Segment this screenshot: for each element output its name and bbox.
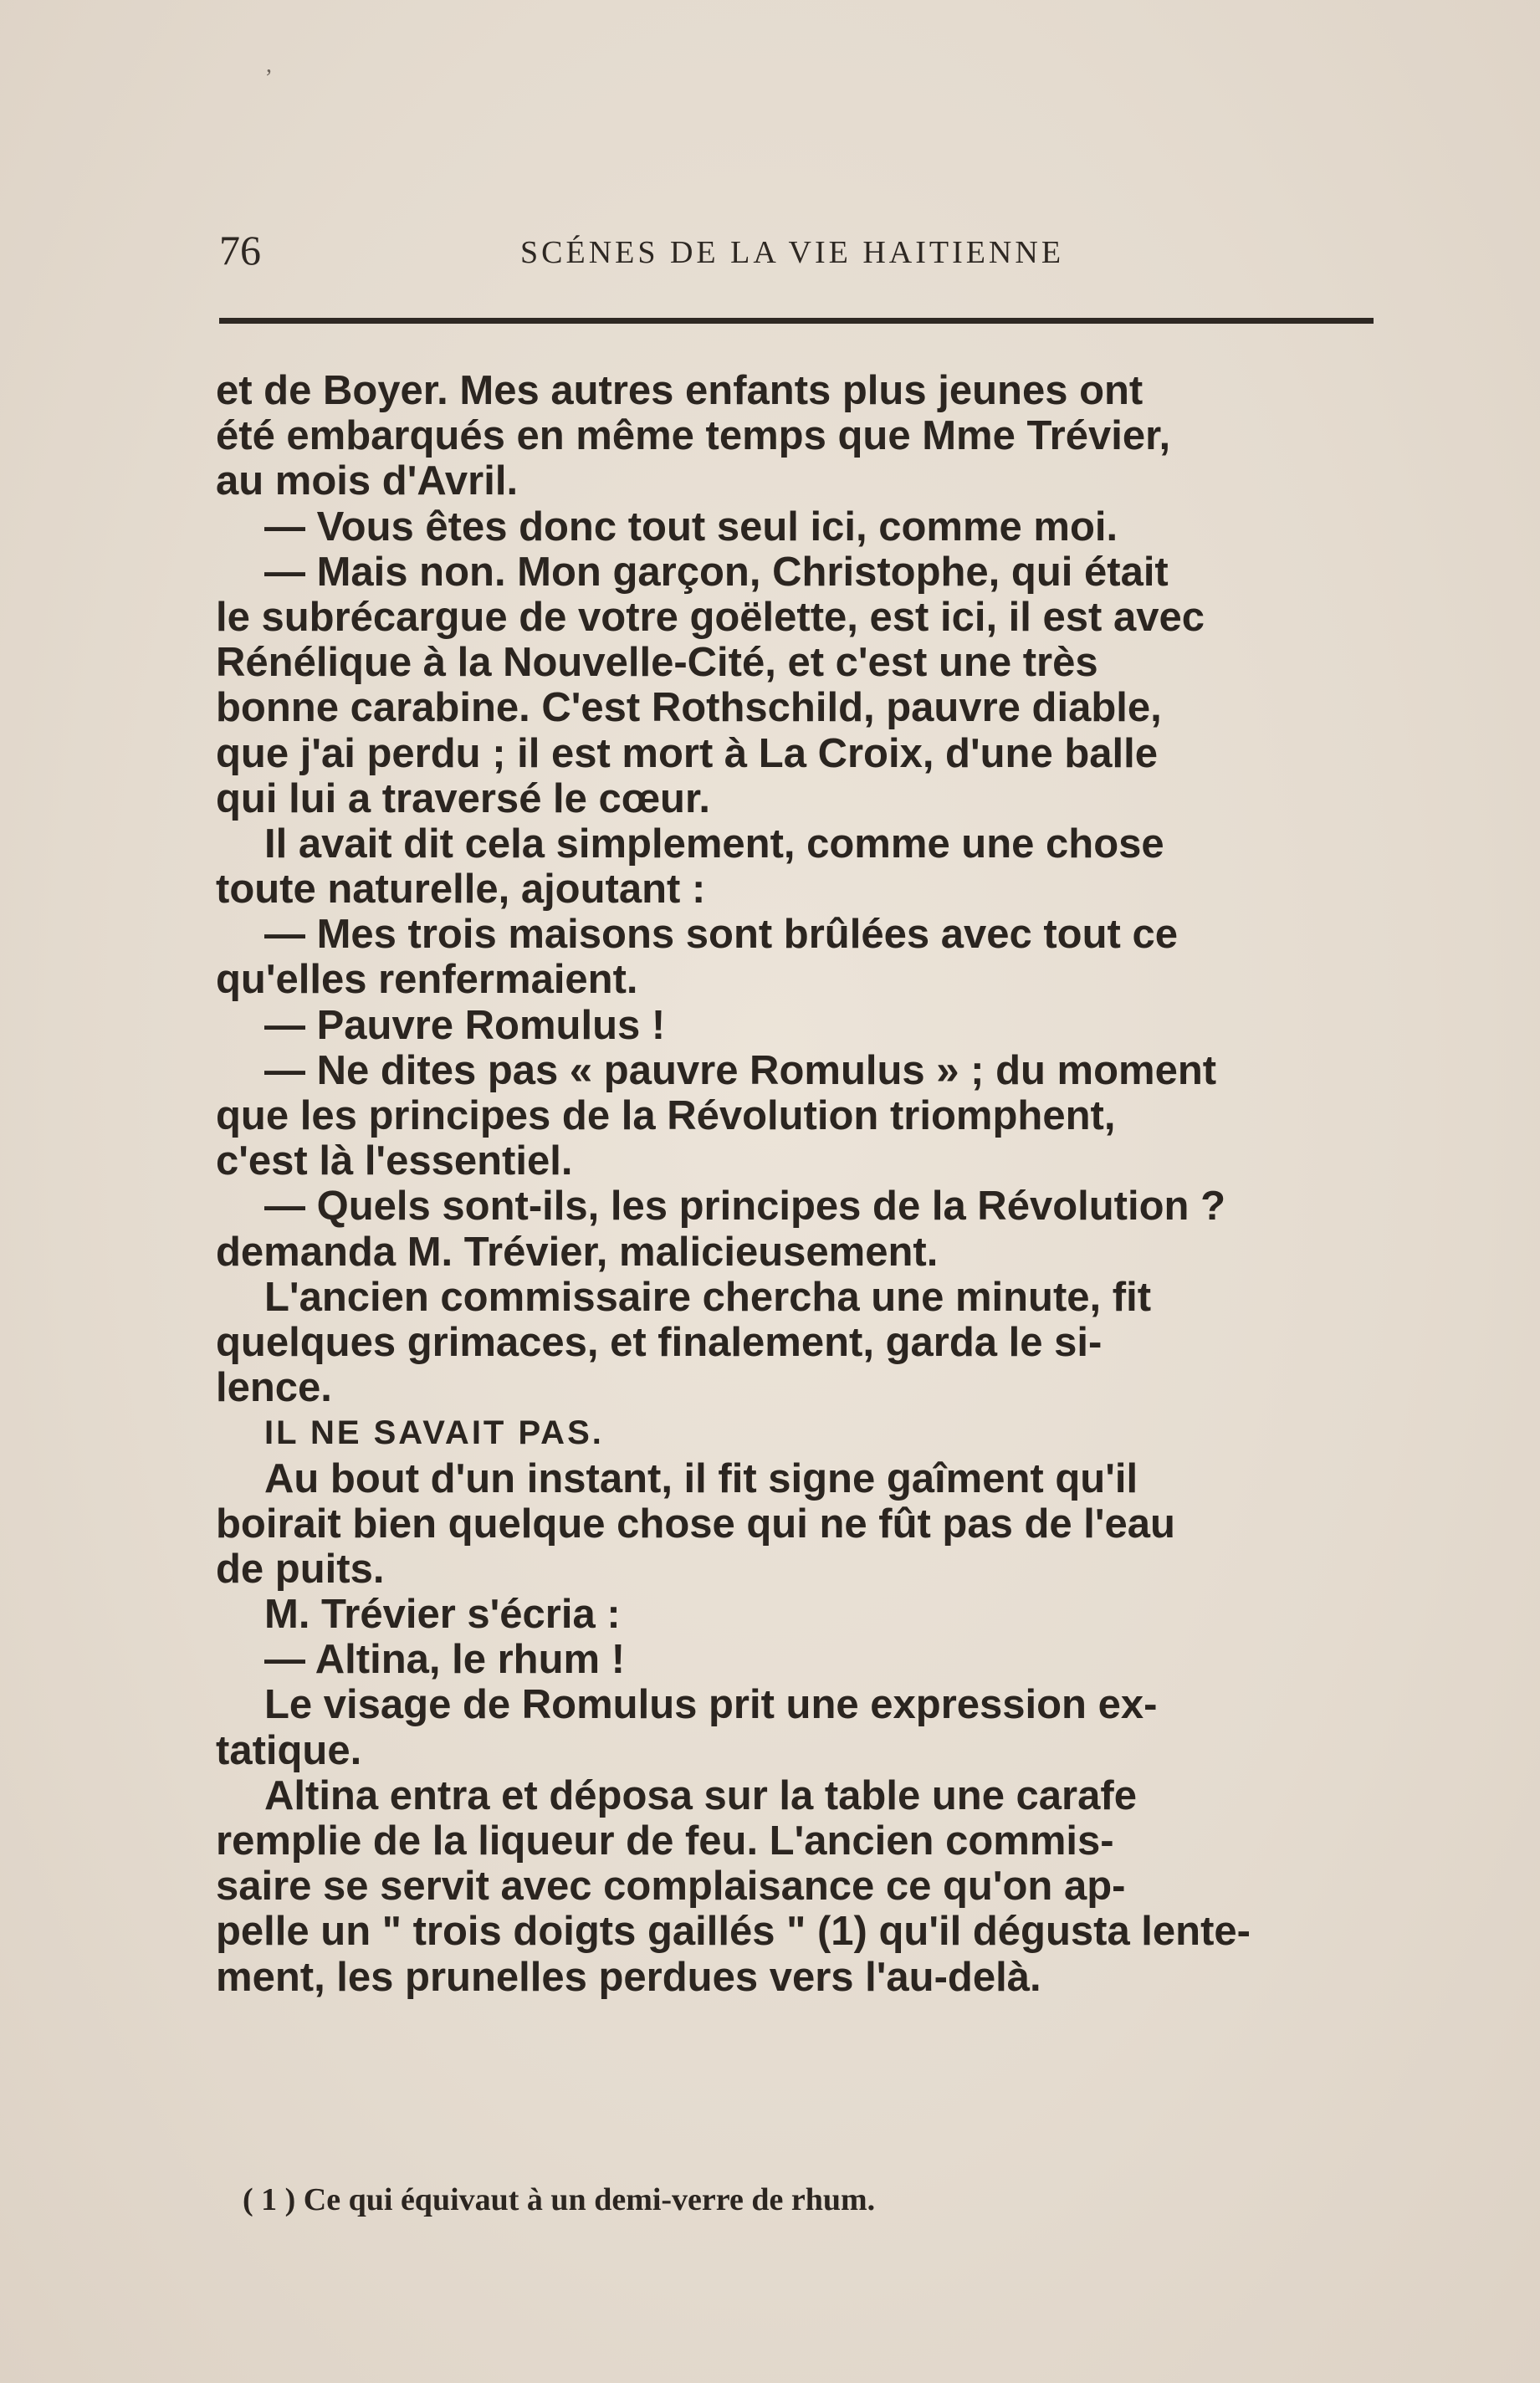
body-text bbox=[216, 368, 1379, 2000]
text-line: été embarqués en même temps que Mme Trévier, bbox=[216, 413, 1171, 459]
text-line: pelle un " trois doigts gaillés " (1) qu'il dégusta lente- bbox=[216, 1909, 1251, 1955]
text-line: boirait bien quelque chose qui ne fût pas de l'eau bbox=[216, 1501, 1175, 1547]
text-line: IL NE SAVAIT PAS. bbox=[264, 1414, 604, 1452]
text-line: — Altina, le rhum ! bbox=[264, 1637, 626, 1683]
text-line: au mois d'Avril. bbox=[216, 458, 519, 504]
text-line: L'ancien commissaire chercha une minute, fit bbox=[264, 1274, 1152, 1320]
text-line: Rénélique à la Nouvelle-Cité, et c'est une très bbox=[216, 640, 1098, 686]
text-line: qu'elles renfermaient. bbox=[216, 957, 638, 1003]
text-line: — Mais non. Mon garçon, Christophe, qui était bbox=[264, 549, 1169, 595]
text-line: ment, les prunelles perdues vers l'au-delà. bbox=[216, 1954, 1041, 2000]
text-line: Le visage de Romulus prit une expression ex- bbox=[264, 1682, 1158, 1728]
page-number: 76 bbox=[219, 227, 261, 274]
text-line: et de Boyer. Mes autres enfants plus jeunes ont bbox=[216, 368, 1143, 413]
text-line: demanda M. Trévier, malicieusement. bbox=[216, 1229, 939, 1275]
page-header bbox=[219, 226, 1374, 284]
text-line: — Quels sont-ils, les principes de la Révolution ? bbox=[264, 1184, 1226, 1230]
text-line: toute naturelle, ajoutant : bbox=[216, 867, 706, 913]
text-line: Altina entra et déposa sur la table une carafe bbox=[264, 1772, 1137, 1818]
text-line: tatique. bbox=[216, 1727, 362, 1773]
text-line: le subrécargue de votre goëlette, est ici, il est avec bbox=[216, 594, 1205, 640]
text-line: — Pauvre Romulus ! bbox=[264, 1002, 666, 1048]
header-rule bbox=[219, 318, 1374, 324]
text-line: bonne carabine. C'est Rothschild, pauvre diable, bbox=[216, 685, 1162, 731]
text-line: saire se servit avec complaisance ce qu'on ap- bbox=[216, 1864, 1126, 1910]
text-line: que j'ai perdu ; il est mort à La Croix, d'une balle bbox=[216, 730, 1159, 776]
text-line: Au bout d'un instant, il fit signe gaîment qu'il bbox=[264, 1455, 1138, 1501]
text-line: c'est là l'essentiel. bbox=[216, 1138, 573, 1184]
text-line: quelques grimaces, et finalement, garda le si- bbox=[216, 1319, 1103, 1365]
text-line: qui lui a traversé le cœur. bbox=[216, 775, 710, 821]
text-line: Il avait dit cela simplement, comme une chose bbox=[264, 821, 1164, 867]
text-line: remplie de la liqueur de feu. L'ancien commis- bbox=[216, 1818, 1114, 1864]
text-line: lence. bbox=[216, 1365, 332, 1411]
text-line: — Vous êtes donc tout seul ici, comme moi. bbox=[264, 504, 1118, 550]
text-line: — Mes trois maisons sont brûlées avec tout ce bbox=[264, 912, 1178, 958]
footnote: ( 1 ) Ce qui équivaut à un demi-verre de rhum. bbox=[243, 2182, 876, 2217]
text-line: que les principes de la Révolution triomphent, bbox=[216, 1093, 1116, 1138]
running-head: SCÉNES DE LA VIE HAITIENNE bbox=[520, 235, 1065, 270]
stray-ink-mark: , bbox=[266, 52, 272, 78]
text-line: — Ne dites pas « pauvre Romulus » ; du moment bbox=[264, 1047, 1217, 1093]
text-line: de puits. bbox=[216, 1546, 385, 1592]
text-line: M. Trévier s'écria : bbox=[264, 1592, 621, 1638]
